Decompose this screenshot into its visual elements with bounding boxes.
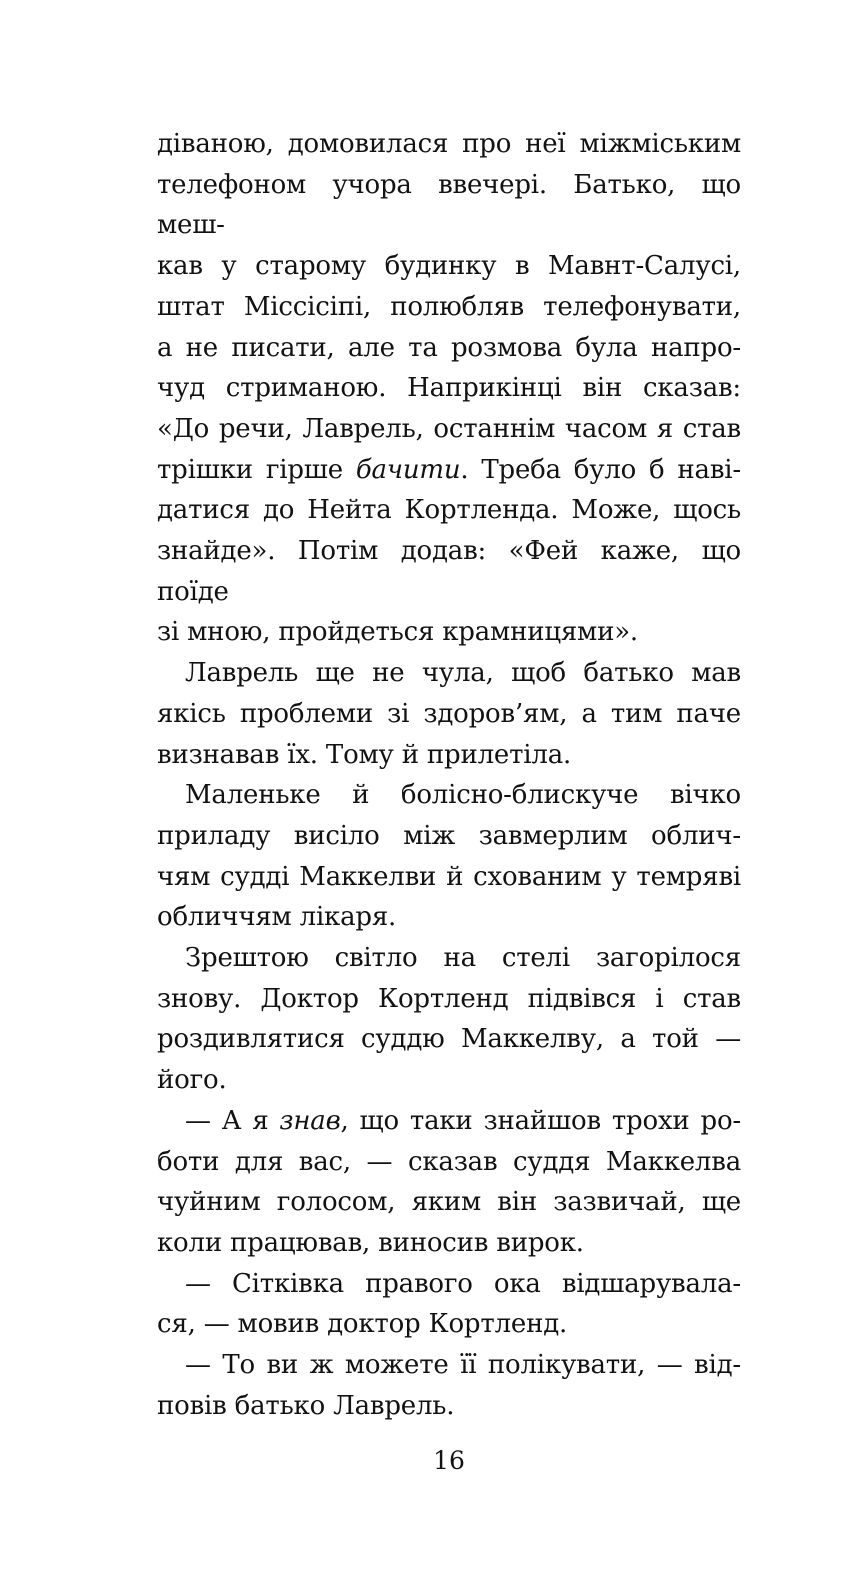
text-line <box>157 1019 741 1060</box>
text-line <box>157 1304 741 1345</box>
text-segment: роздивлятися суддю Маккелву, а той — <box>157 1024 741 1055</box>
text-segment: знову. Доктор Кортленд підвівся і став <box>157 983 741 1014</box>
text-line <box>157 1345 741 1386</box>
text-segment: телефоном учора ввечері. Батько, що меш- <box>157 169 741 241</box>
text-segment: трішки гірше <box>157 454 356 485</box>
emphasized-text: знав <box>279 1105 341 1136</box>
text-segment: — То ви ж можете її полікувати, — від- <box>185 1350 741 1381</box>
text-segment: знайде». Потім додав: «Фей каже, що поїде <box>157 536 741 607</box>
text-segment: датися до Нейта Кортленда. Може, щось <box>157 495 741 526</box>
text-line <box>157 1060 741 1101</box>
text-segment: боти для вас, — сказав суддя Маккелва <box>157 1146 741 1177</box>
text-line <box>157 450 741 491</box>
text-segment: коли працював, виносив вирок. <box>157 1227 584 1258</box>
text-segment: його. <box>157 1065 227 1096</box>
text-line <box>157 490 741 531</box>
text-line <box>157 979 741 1020</box>
text-segment: діваною, домовилася про неї міжміським <box>157 129 741 159</box>
text-segment: визнавав їх. Тому й прилетіла. <box>157 739 572 770</box>
text-line <box>157 816 741 857</box>
text-line <box>157 328 741 369</box>
text-line <box>157 1182 741 1223</box>
text-line <box>157 287 741 328</box>
text-segment: ся, — мовив доктор Кортленд. <box>157 1309 568 1340</box>
text-line <box>157 1386 741 1427</box>
text-segment: обличчям лікаря. <box>157 902 397 933</box>
text-segment: Зрештою світло на стелі загорілося <box>185 943 741 974</box>
text-line <box>157 124 741 165</box>
text-line <box>157 368 741 409</box>
text-line <box>157 246 741 287</box>
text-segment: кав у старому будинку в Мавнт-Салусі, <box>157 251 741 282</box>
text-segment: приладу висіло між завмерлим облич- <box>157 820 741 851</box>
page-text-block <box>157 124 741 1427</box>
text-line <box>157 165 741 246</box>
page-number: 16 <box>433 1446 465 1475</box>
text-line <box>157 1223 741 1264</box>
text-segment: чуд стриманою. Наприкінці він сказав: <box>157 373 741 404</box>
text-line <box>157 612 741 653</box>
emphasized-text: бачити <box>355 454 461 485</box>
text-line <box>157 938 741 979</box>
text-segment: повів батько Лаврель. <box>157 1390 455 1421</box>
text-line <box>157 857 741 898</box>
text-segment: Маленьке й болісно-блискуче вічко <box>185 780 741 811</box>
text-segment: — А я <box>185 1105 280 1136</box>
text-line <box>157 653 741 694</box>
text-segment: якісь проблеми зі здоров’ям, а тим паче <box>157 698 741 729</box>
text-line <box>157 735 741 776</box>
text-segment: Лаврель ще не чула, щоб батько мав <box>185 658 741 689</box>
text-line <box>157 1142 741 1183</box>
text-segment: , що таки знайшов трохи ро- <box>340 1105 741 1136</box>
text-segment: чям судді Маккелви й схованим у темряві <box>157 861 741 892</box>
text-line <box>157 775 741 816</box>
text-segment: штат Міссісіпі, полюбляв телефонувати, <box>157 291 741 322</box>
text-line <box>157 409 741 450</box>
text-segment: чуйним голосом, яким він зазвичай, ще <box>157 1187 741 1218</box>
text-segment: — Сітківка правого ока відшарувала- <box>185 1268 741 1299</box>
text-line <box>157 1264 741 1305</box>
text-segment: . Треба було б наві- <box>460 454 741 485</box>
text-line <box>157 1101 741 1142</box>
text-line <box>157 897 741 938</box>
text-line <box>157 694 741 735</box>
text-segment: зі мною, пройдеться крамницями». <box>157 617 638 648</box>
text-segment: «До речи, Лаврель, останнім часом я став <box>157 413 741 444</box>
text-segment: а не писати, але та розмова була напро- <box>157 332 741 363</box>
text-line <box>157 531 741 612</box>
